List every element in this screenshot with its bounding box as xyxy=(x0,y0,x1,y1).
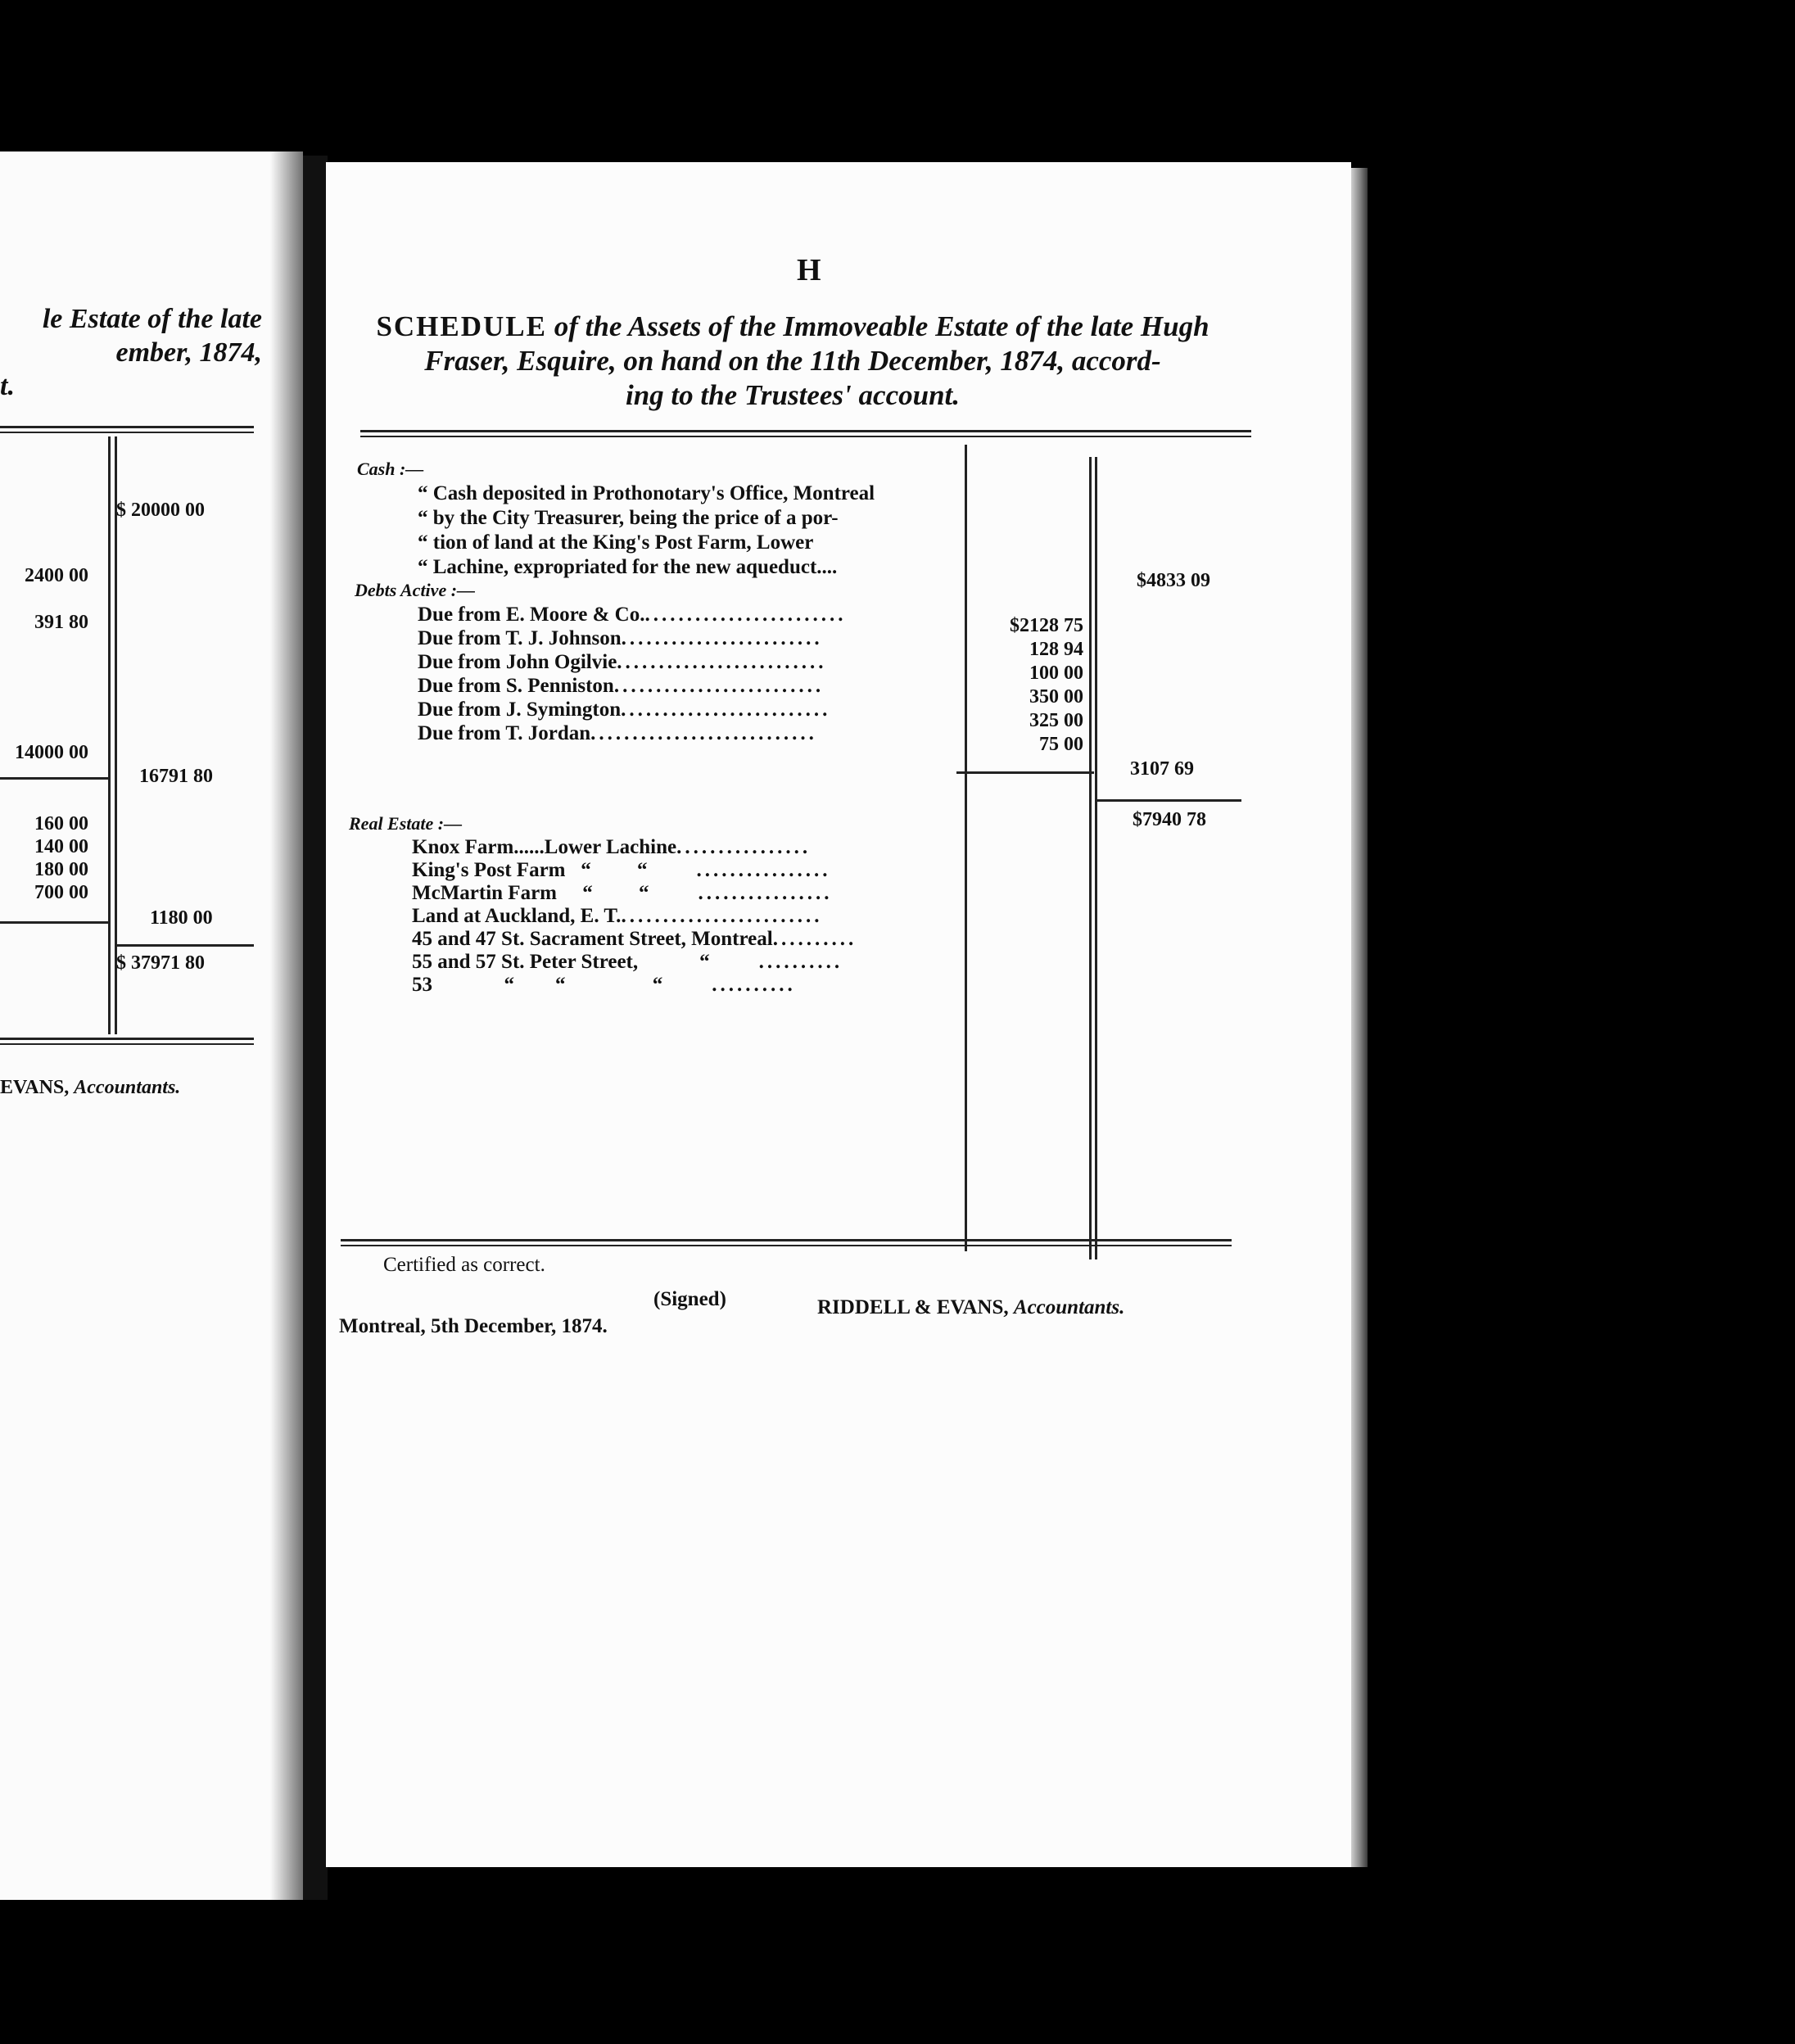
debt-amount: 128 94 xyxy=(1029,639,1083,660)
real-estate-list xyxy=(412,836,952,997)
debt-label: Due from E. Moore & Co. xyxy=(418,604,645,626)
left-title-line-1: le Estate of the late xyxy=(42,304,262,334)
cash-description xyxy=(418,482,875,580)
title-line-2: Fraser, Esquire, on hand on the 11th December, 1874, accord- xyxy=(424,345,1161,377)
debt-row xyxy=(418,603,847,626)
debts-list xyxy=(418,603,847,745)
bottom-double-rule xyxy=(341,1239,1232,1246)
grand-total: $7940 78 xyxy=(1133,809,1206,830)
cash-line: “ by the City Treasurer, being the price of a por- xyxy=(418,507,839,529)
real-estate-heading: Real Estate :— xyxy=(349,813,463,834)
cash-line: “ tion of land at the King's Post Farm, Lower xyxy=(418,531,814,554)
property-label: 55 and 57 St. Peter Street, “ xyxy=(412,951,710,973)
debt-amount: $2128 75 xyxy=(1010,615,1083,636)
leader-dots: ......................... xyxy=(617,651,827,673)
page-edge xyxy=(1351,168,1368,1867)
section-letter: H xyxy=(797,253,821,287)
debts-total: 3107 69 xyxy=(1130,758,1194,780)
real-estate-row xyxy=(412,859,952,882)
real-estate-row xyxy=(412,905,952,928)
leader-dots: ........................ xyxy=(621,627,823,649)
book-gutter xyxy=(303,156,328,1900)
signatory xyxy=(817,1296,1124,1319)
title-lead: SCHEDULE xyxy=(376,310,547,342)
leader-dots: ......................... xyxy=(613,675,825,697)
title-line-3: ing to the Trustees' account. xyxy=(625,379,961,411)
left-amount: 700 00 xyxy=(34,882,88,903)
left-signature-name: EVANS, xyxy=(0,1077,70,1098)
leader-dots: ........................ xyxy=(621,905,823,927)
debt-amount: 350 00 xyxy=(1029,686,1083,708)
property-label: 45 and 47 St. Sacrament Street, Montreal xyxy=(412,928,773,950)
left-page xyxy=(0,151,303,1900)
debt-amount: 75 00 xyxy=(1039,734,1083,755)
cash-line: “ Cash deposited in Prothonotary's Office, Montreal xyxy=(418,482,875,504)
cash-total: $4833 09 xyxy=(1137,570,1210,591)
left-subtotal-rule xyxy=(0,921,108,924)
column-rule-2 xyxy=(1089,457,1097,1259)
left-total-rule xyxy=(115,944,254,947)
cash-line: “ Lachine, expropriated for the new aqueduct.... xyxy=(418,556,838,578)
debts-subtotal-rule xyxy=(956,771,1094,774)
leader-dots: ................ xyxy=(696,859,831,881)
left-amount: 16791 80 xyxy=(139,766,213,787)
left-subtotal-rule xyxy=(0,777,108,780)
property-label: Land at Auckland, E. T. xyxy=(412,905,622,927)
certified-text: Certified as correct. xyxy=(383,1254,545,1276)
real-estate-row xyxy=(412,836,952,859)
debt-amounts xyxy=(973,614,1083,757)
debts-heading: Debts Active :— xyxy=(355,580,476,600)
title-line-1 xyxy=(350,310,1235,344)
leader-dots: .......... xyxy=(758,951,843,973)
leader-dots: ........................ xyxy=(644,604,847,626)
left-page-shadow xyxy=(270,151,303,1900)
place-date: Montreal, 5th December, 1874. xyxy=(339,1315,608,1337)
debt-row xyxy=(418,674,847,698)
left-title-line-3: t. xyxy=(0,370,15,401)
debt-amount: 100 00 xyxy=(1029,662,1083,684)
debt-row xyxy=(418,650,847,674)
column-rule-1 xyxy=(965,445,967,1251)
left-amount: 2400 00 xyxy=(25,565,88,586)
debt-row xyxy=(418,721,847,745)
left-signature-role: Accountants. xyxy=(74,1077,181,1098)
left-column-rule-1 xyxy=(108,436,111,1034)
title-line-1-text: of the Assets of the Immoveable Estate of the late Hugh xyxy=(554,310,1209,342)
leader-dots: ................ xyxy=(698,882,833,904)
property-label: King's Post Farm “ “ xyxy=(412,859,648,881)
left-amount: $ 37971 80 xyxy=(116,952,205,974)
left-amount: 140 00 xyxy=(34,836,88,857)
signatory-role: Accountants. xyxy=(1013,1296,1125,1318)
debt-label: Due from J. Symington xyxy=(418,699,622,721)
property-label: McMartin Farm “ “ xyxy=(412,882,649,904)
leader-dots: .......... xyxy=(712,974,796,996)
left-amount: 14000 00 xyxy=(15,742,88,763)
left-title-line-2: ember, 1874, xyxy=(115,337,262,368)
real-estate-row xyxy=(412,951,952,974)
left-signature xyxy=(0,1077,180,1099)
left-bottom-rule xyxy=(0,1038,254,1045)
right-page xyxy=(326,162,1351,1867)
cash-heading: Cash :— xyxy=(357,459,424,479)
left-top-rule xyxy=(0,426,254,433)
debt-label: Due from S. Penniston xyxy=(418,675,614,697)
debt-label: Due from T. J. Johnson xyxy=(418,627,622,649)
debt-amount: 325 00 xyxy=(1029,710,1083,731)
left-page-title xyxy=(0,303,262,403)
signed-label: (Signed) xyxy=(653,1288,726,1310)
left-amount: 180 00 xyxy=(34,859,88,880)
debt-label: Due from T. Jordan xyxy=(418,722,591,744)
signatory-name: RIDDELL & EVANS, xyxy=(817,1296,1009,1318)
debt-row xyxy=(418,698,847,721)
debt-row xyxy=(418,626,847,650)
property-label: 53 “ “ “ xyxy=(412,974,663,996)
leader-dots: .......... xyxy=(772,928,857,950)
leader-dots: ................ xyxy=(676,836,812,858)
leader-dots: ........................... xyxy=(590,722,817,744)
real-estate-row xyxy=(412,882,952,905)
leader-dots: ......................... xyxy=(621,699,831,721)
left-amount: 1180 00 xyxy=(150,907,213,929)
left-amount: $ 20000 00 xyxy=(116,500,205,521)
schedule-title xyxy=(350,310,1235,413)
property-label: Knox Farm......Lower Lachine xyxy=(412,836,677,858)
real-estate-row xyxy=(412,928,952,951)
debt-label: Due from John Ogilvie xyxy=(418,651,617,673)
left-amount: 391 80 xyxy=(34,612,88,633)
real-estate-row xyxy=(412,974,952,997)
left-amount: 160 00 xyxy=(34,813,88,834)
grand-total-rule xyxy=(1096,799,1241,802)
top-double-rule xyxy=(360,430,1251,437)
